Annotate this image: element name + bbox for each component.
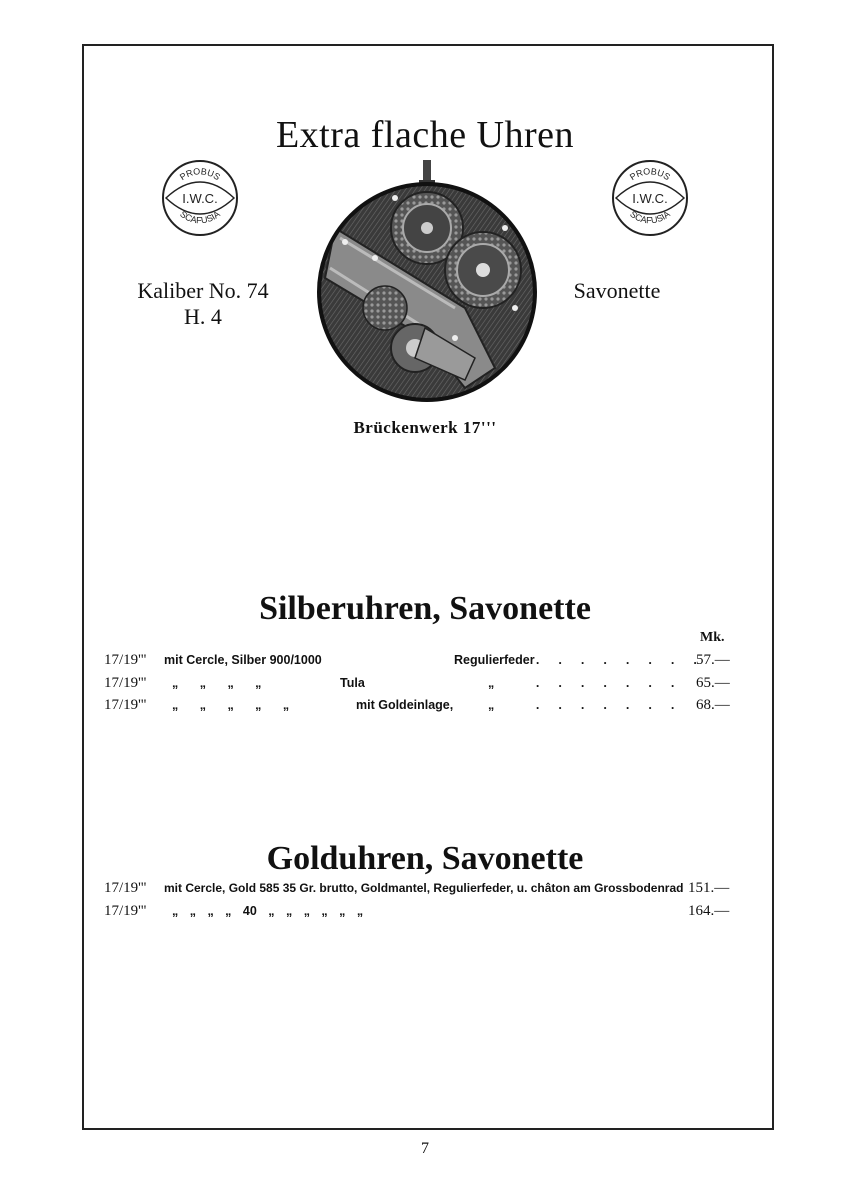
price-cell: 151.—	[688, 880, 730, 896]
svg-text:I.W.C.: I.W.C.	[632, 191, 668, 206]
leader-dots: . . . . . . .	[536, 675, 683, 690]
leader-dots: . . . . . . .	[536, 697, 683, 712]
price-row	[104, 650, 744, 670]
caliber-label	[118, 278, 288, 330]
page-number: 7	[421, 1140, 429, 1157]
description-cell: „ „ „ „	[172, 676, 262, 690]
description-cell: mit Cercle, Silber 900/1000	[164, 653, 322, 667]
silver-section-title: Silberuhren, Savonette	[259, 590, 591, 628]
watch-movement-illustration	[315, 158, 539, 402]
movement-type-label: Savonette	[573, 278, 661, 303]
svg-text:SCAFUSIA: SCAFUSIA	[178, 208, 222, 226]
price-cell: 68.—	[696, 697, 730, 713]
svg-text:SCAFUSIA: SCAFUSIA	[628, 208, 672, 226]
leader-dots: . . . . . . . .	[536, 652, 705, 667]
description-cell: „ „ „ „ 40 „ „ „ „ „ „	[172, 904, 364, 918]
spring-cell: Regulierfeder	[454, 653, 535, 667]
iwc-seal-right	[610, 158, 690, 238]
gold-section-title: Golduhren, Savonette	[266, 840, 584, 878]
iwc-seal-left	[160, 158, 240, 238]
size-cell: 17/19'''	[104, 675, 147, 691]
movement-caption: Brückenwerk 17'''	[353, 418, 497, 437]
price-cell: 65.—	[696, 675, 730, 691]
page-title: Extra flache Uhren	[275, 114, 575, 157]
size-cell: 17/19'''	[104, 903, 147, 919]
price-row	[104, 695, 744, 715]
svg-text:I.W.C.: I.W.C.	[182, 191, 218, 206]
svg-text:PROBUS: PROBUS	[627, 166, 673, 183]
price-row	[104, 878, 744, 898]
mid-cell: Tula	[340, 676, 365, 690]
size-cell: 17/19'''	[104, 697, 147, 713]
spring-cell: „	[488, 698, 495, 712]
currency-label: Mk.	[700, 630, 725, 645]
price-cell: 57.—	[696, 652, 730, 668]
caliber-number: Kaliber No. 74	[137, 278, 269, 303]
spring-cell: „	[488, 676, 495, 690]
description-cell: mit Cercle, Gold 585 35 Gr. brutto, Goldmantel, Regulierfeder, u. châton am Grossbodenrad	[164, 881, 684, 895]
svg-text:PROBUS: PROBUS	[177, 166, 223, 183]
caliber-grade: H. 4	[184, 304, 222, 329]
size-cell: 17/19'''	[104, 880, 147, 896]
size-cell: 17/19'''	[104, 652, 147, 668]
price-row	[104, 901, 744, 921]
price-cell: 164.—	[688, 903, 730, 919]
price-row	[104, 673, 744, 693]
mid-cell: mit Goldeinlage,	[356, 698, 454, 712]
description-cell: „ „ „ „ „	[172, 698, 290, 712]
